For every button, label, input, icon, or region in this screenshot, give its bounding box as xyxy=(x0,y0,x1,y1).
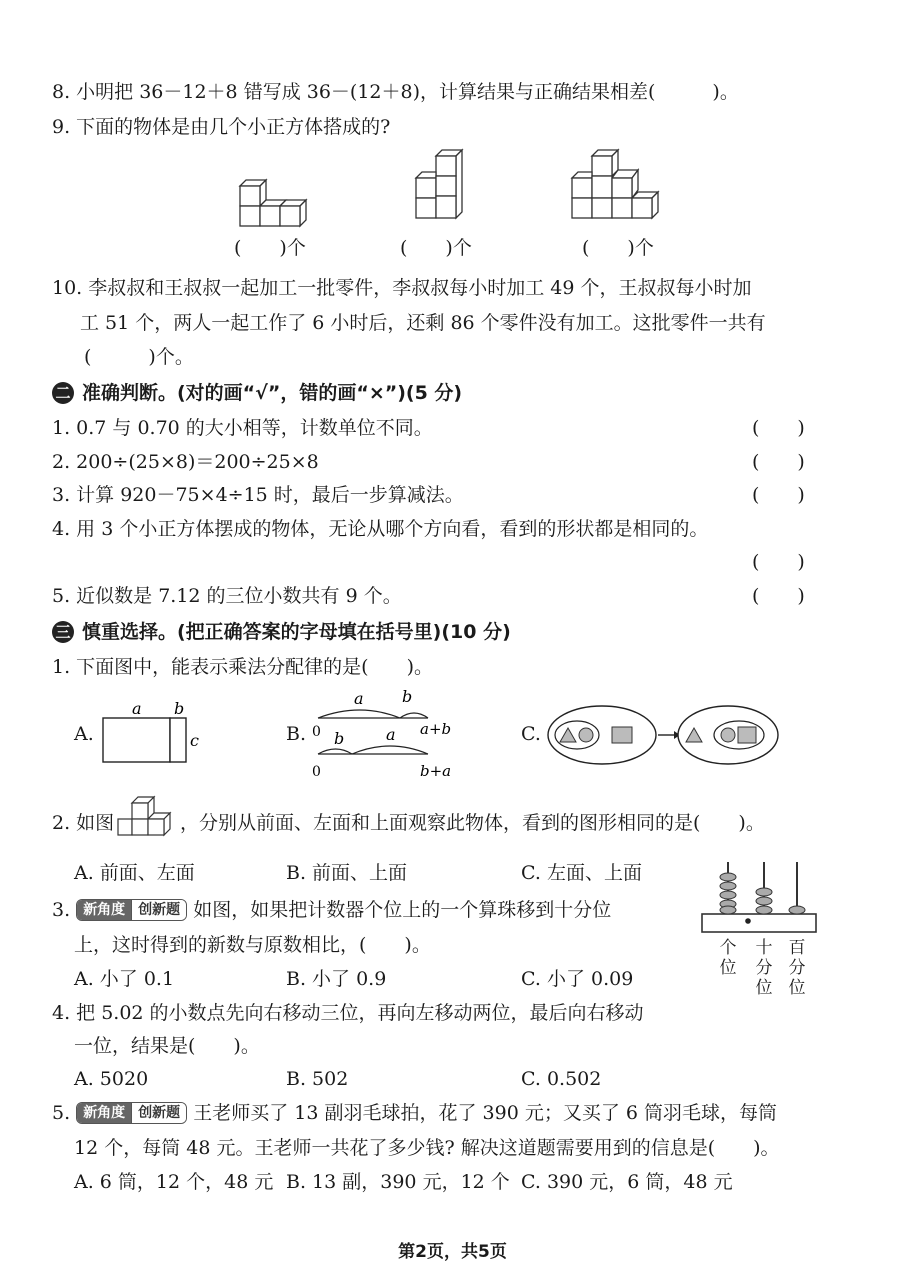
abacus-label-ones: 个位 xyxy=(719,938,737,978)
new-angle-badge xyxy=(76,899,187,921)
new-angle-badge xyxy=(76,1102,187,1124)
choice-q4-option-c[interactable]: C. 0.502 xyxy=(521,1068,602,1090)
judgement-item-5: 5. 近似数是 7.12 的三位小数共有 9 个。 xyxy=(52,585,402,607)
area-diagram xyxy=(100,700,210,770)
line1-label-a: a xyxy=(354,689,364,708)
judgement-item-1: 1. 0.7 与 0.70 的大小相等，计数单位不同。 xyxy=(52,417,433,439)
choice-q2-option-b[interactable]: B. 前面、上面 xyxy=(286,862,408,884)
question-10-line-1: 10. 李叔叔和王叔叔一起加工一批零件，李叔叔每小时加工 49 个，王叔叔每小时加 xyxy=(52,277,752,299)
choice-q5-number: 5. xyxy=(52,1102,71,1124)
question-9-blank-3[interactable]: ( )个 xyxy=(582,237,654,259)
square-icon xyxy=(738,727,756,743)
cube-figure-1 xyxy=(232,178,312,234)
section-3-number: 三 xyxy=(52,621,74,643)
q2-cube-figure xyxy=(118,795,178,847)
section-2-number: 二 xyxy=(52,382,74,404)
choice-q5-line-2: 12 个，每筒 48 元。王老师一共花了多少钱? 解决这道题需要用到的信息是( )。 xyxy=(74,1137,780,1159)
choice-q4-line-1: 4. 把 5.02 的小数点先向右移动三位，再向左移动两位，最后向右移动 xyxy=(52,1002,644,1024)
choice-q5-option-c[interactable]: C. 390 元，6 筒，48 元 xyxy=(521,1171,733,1193)
section-2-title: 准确判断。(对的画“√”，错的画“×”)(5 分) xyxy=(82,382,463,404)
choice-q3-option-b[interactable]: B. 小了 0.9 xyxy=(286,968,387,990)
number-line-diagram xyxy=(310,684,460,778)
badge-innovation: 创新题 xyxy=(131,1103,186,1123)
choice-q3-text-1: 如图，如果把计数器个位上的一个算珠移到十分位 xyxy=(193,899,612,921)
choice-q3-option-c[interactable]: C. 小了 0.09 xyxy=(521,968,634,990)
judgement-answer-5[interactable]: ( ) xyxy=(752,585,805,607)
choice-q2-stem-post: ，分别从前面、左面和上面观察此物体，看到的图形相同的是( )。 xyxy=(180,812,765,834)
abacus-label-hundredths: 百分位 xyxy=(788,938,806,998)
badge-new-angle: 新角度 xyxy=(77,1103,131,1123)
question-10-line-3: ( )个。 xyxy=(84,346,194,368)
question-9-stem: 9. 下面的物体是由几个小正方体搭成的? xyxy=(52,116,391,138)
choice-q5-option-b[interactable]: B. 13 副，390 元，12 个 xyxy=(286,1171,510,1193)
choice-q2-option-a[interactable]: A. 前面、左面 xyxy=(74,862,195,884)
choice-q5-option-a[interactable]: A. 6 筒，12 个，48 元 xyxy=(74,1171,274,1193)
choice-q3-option-a[interactable]: A. 小了 0.1 xyxy=(74,968,175,990)
question-9-blank-1[interactable]: ( )个 xyxy=(234,237,306,259)
judgement-answer-4[interactable]: ( ) xyxy=(752,551,805,573)
line2-label-b: b xyxy=(334,729,345,748)
circle-icon xyxy=(579,728,593,742)
choice-q4-option-b[interactable]: B. 502 xyxy=(286,1068,349,1090)
choice-q4-option-a[interactable]: A. 5020 xyxy=(74,1068,149,1090)
badge-new-angle: 新角度 xyxy=(77,900,131,920)
line2-label-a: a xyxy=(386,725,396,744)
choice-q5-text-1: 王老师买了 13 副羽毛球拍，花了 390 元；又买了 6 筒羽毛球，每筒 xyxy=(193,1102,778,1124)
judgement-item-2: 2. 200÷(25×8)＝200÷25×8 xyxy=(52,451,319,473)
circle-icon xyxy=(721,728,735,742)
choice-q3-number: 3. xyxy=(52,899,71,921)
question-10-line-2: 工 51 个，两人一起工作了 6 小时后，还剩 86 个零件没有加工。这批零件一共有 xyxy=(80,312,766,334)
choice-q2-option-c[interactable]: C. 左面、上面 xyxy=(521,862,642,884)
cube-figure-2 xyxy=(410,148,466,232)
choice-q1-option-c-label: C. xyxy=(521,723,541,745)
page-footer: 第2页，共5页 xyxy=(398,1242,507,1262)
set-diagram xyxy=(546,704,782,766)
area-label-b: b xyxy=(174,699,185,718)
line2-zero: 0 xyxy=(312,764,321,780)
choice-q1-stem: 1. 下面图中，能表示乘法分配律的是( )。 xyxy=(52,656,433,678)
question-8: 8. 小明把 36－12＋8 错写成 36－(12＋8)，计算结果与正确结果相差( )。 xyxy=(52,81,739,103)
section-2-header xyxy=(52,381,462,405)
choice-q3-line-2: 上，这时得到的新数与原数相比，( )。 xyxy=(74,934,431,956)
judgement-answer-2[interactable]: ( ) xyxy=(752,451,805,473)
choice-q2-stem-pre: 2. 如图 xyxy=(52,812,115,834)
badge-innovation: 创新题 xyxy=(131,900,186,920)
choice-q1-option-a-label: A. xyxy=(74,723,94,745)
area-label-c: c xyxy=(190,731,199,750)
choice-q5-line-1 xyxy=(52,1101,777,1125)
line1-sum: a+b xyxy=(420,720,452,738)
abacus-label-tenths: 十分位 xyxy=(755,938,773,998)
question-9-blank-2[interactable]: ( )个 xyxy=(400,237,472,259)
section-3-header xyxy=(52,620,511,644)
cube-figure-3 xyxy=(566,148,666,232)
line1-label-b: b xyxy=(402,687,413,706)
choice-q1-option-b-label: B. xyxy=(286,723,307,745)
choice-q4-line-2: 一位，结果是( )。 xyxy=(74,1035,260,1057)
judgement-answer-1[interactable]: ( ) xyxy=(752,417,805,439)
judgement-item-3: 3. 计算 920－75×4÷15 时，最后一步算减法。 xyxy=(52,484,464,506)
judgement-item-4: 4. 用 3 个小正方体摆成的物体，无论从哪个方向看，看到的形状都是相同的。 xyxy=(52,518,709,540)
counting-frame xyxy=(700,856,820,936)
section-3-title: 慎重选择。(把正确答案的字母填在括号里)(10 分) xyxy=(82,621,511,643)
line2-sum: b+a xyxy=(420,762,452,780)
square-icon xyxy=(612,727,632,743)
line1-zero: 0 xyxy=(312,724,321,740)
area-label-a: a xyxy=(132,699,142,718)
choice-q3-line-1 xyxy=(52,898,611,922)
judgement-answer-3[interactable]: ( ) xyxy=(752,484,805,506)
